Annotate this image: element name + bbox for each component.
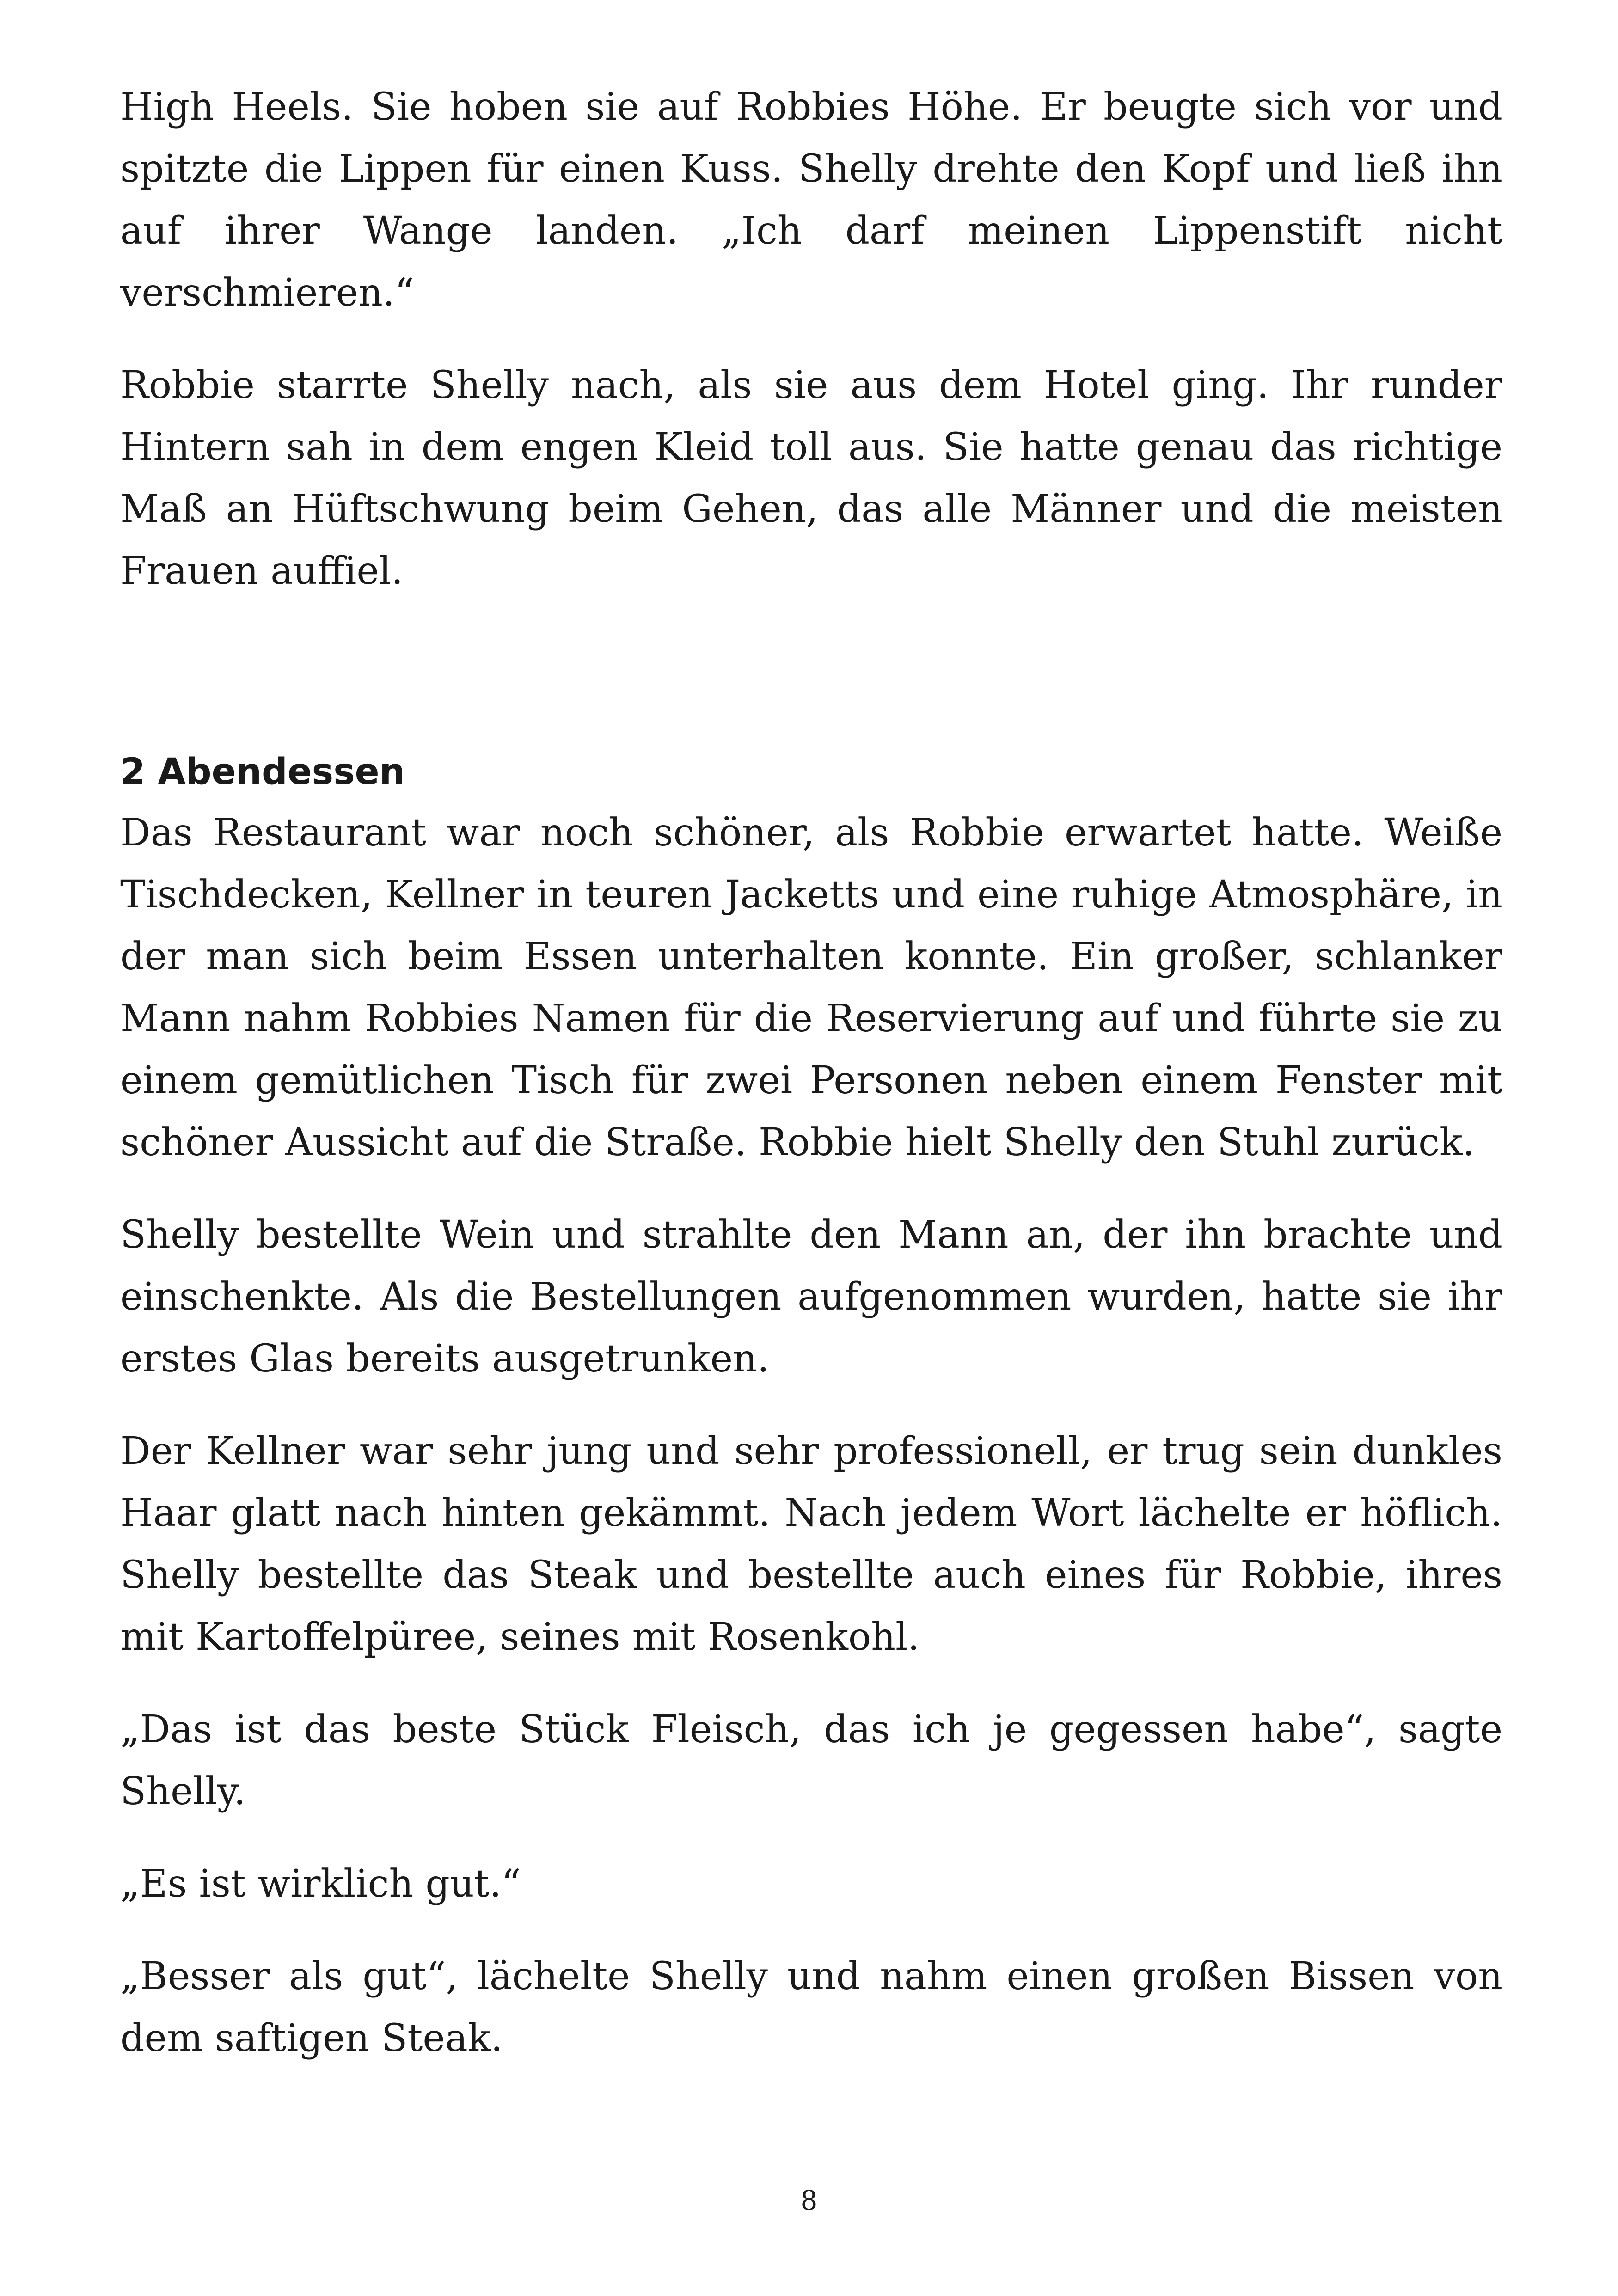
paragraph: Shelly bestellte Wein und strahlte den Mann an, der ihn brachte und einschenkte. Als die Bestellungen aufgenommen wurden, hatte sie ihr erstes Glas bereits ausgetrunken. — [120, 1213, 1502, 1381]
page-number: 8 — [800, 2185, 818, 2216]
paragraph: Das Restaurant war noch schöner, als Robbie erwartet hatte. Weiße Tischdecken, Kellner in teuren Jacketts und eine ruhige Atmosphäre, in der man sich beim Essen unterhalten konnte. Ein großer, schlanker Mann nahm Robbies Namen für die Reservierung auf und führte sie zu einem gemütlichen Tisch für zwei Personen neben einem Fenster mit schöner Aussicht auf die Straße. Robbie hielt Shelly den Stuhl zurück. — [120, 811, 1502, 1164]
document-page — [120, 76, 1502, 2100]
paragraph: Der Kellner war sehr jung und sehr professionell, er trug sein dunkles Haar glatt nach hinten gekämmt. Nach jedem Wort lächelte er höflich. Shelly bestellte das Steak und bestellte auch eines für Robbie, ihres mit Kartoffelpüree, seines mit Rosenkohl. — [120, 1429, 1502, 1659]
section-spacer — [120, 633, 1502, 742]
paragraph: Robbie starrte Shelly nach, als sie aus dem Hotel ging. Ihr runder Hintern sah in dem engen Kleid toll aus. Sie hatte genau das richtige Maß an Hüftschwung beim Gehen, das alle Männer und die meisten Frauen auffiel. — [120, 363, 1502, 593]
chapter-heading: 2 Abendessen — [120, 751, 405, 793]
paragraph: „Es ist wirklich gut.“ — [120, 1862, 521, 1906]
paragraph: „Das ist das beste Stück Fleisch, das ich je gegessen habe“, sagte Shelly. — [120, 1708, 1502, 1813]
paragraph: High Heels. Sie hoben sie auf Robbies Höhe. Er beugte sich vor und spitzte die Lippen für einen Kuss. Shelly drehte den Kopf und ließ ihn auf ihrer Wange landen. „Ich darf meinen Lippenstift nicht verschmieren.“ — [120, 85, 1502, 315]
paragraph: „Besser als gut“, lächelte Shelly und nahm einen großen Bissen von dem saftigen Steak. — [120, 1954, 1502, 2060]
